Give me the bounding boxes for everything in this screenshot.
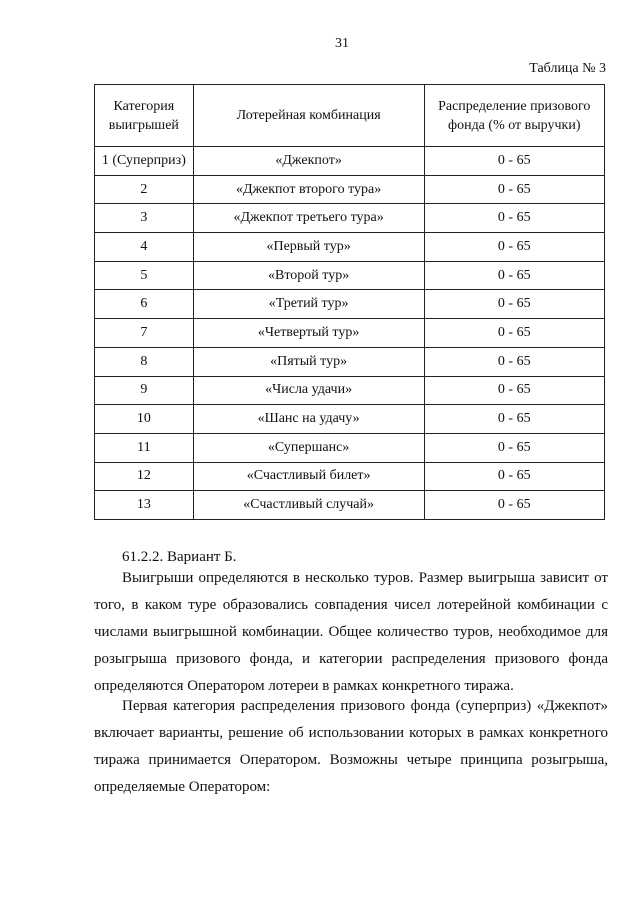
cell-combination: «Пятый тур» — [193, 347, 424, 376]
cell-combination: «Джекпот второго тура» — [193, 175, 424, 204]
cell-combination: «Третий тур» — [193, 290, 424, 319]
cell-distribution: 0 - 65 — [424, 433, 604, 462]
cell-combination: «Джекпот третьего тура» — [193, 204, 424, 233]
cell-distribution: 0 - 65 — [424, 204, 604, 233]
table-row — [95, 433, 605, 462]
table-row — [95, 462, 605, 491]
cell-category: 8 — [95, 347, 194, 376]
table-row — [95, 261, 605, 290]
cell-distribution: 0 - 65 — [424, 376, 604, 405]
header-category: Категория выигрышей — [95, 85, 194, 147]
cell-distribution: 0 - 65 — [424, 319, 604, 348]
cell-distribution: 0 - 65 — [424, 290, 604, 319]
cell-combination: «Супершанс» — [193, 433, 424, 462]
cell-category: 7 — [95, 319, 194, 348]
cell-category: 3 — [95, 204, 194, 233]
cell-category: 4 — [95, 233, 194, 262]
cell-distribution: 0 - 65 — [424, 147, 604, 176]
cell-distribution: 0 - 65 — [424, 175, 604, 204]
cell-category: 2 — [95, 175, 194, 204]
subsection-heading: 61.2.2. Вариант Б. — [122, 549, 237, 565]
cell-category: 6 — [95, 290, 194, 319]
paragraph-1-text: Выигрыши определяются в несколько туров. Размер выигрыша зависит от того, в каком туре образовались совпадения чисел лотерейной комбинации с числами выигрышной комбинации. Общее количество туров, необходимое для розыгрыша призового фонда, и категории распределения призового фонда определяются Оператором лотереи в рамках конкретного тиража. — [94, 570, 608, 694]
cell-combination: «Второй тур» — [193, 261, 424, 290]
paragraph-2 — [94, 693, 608, 801]
cell-combination: «Четвертый тур» — [193, 319, 424, 348]
header-combination: Лотерейная комбинация — [193, 85, 424, 147]
table-row — [95, 319, 605, 348]
cell-category: 11 — [95, 433, 194, 462]
paragraph-1 — [94, 565, 608, 700]
table-row — [95, 290, 605, 319]
table-row — [95, 233, 605, 262]
table-row — [95, 376, 605, 405]
cell-category: 13 — [95, 491, 194, 520]
page-number: 31 — [335, 36, 349, 51]
cell-combination: «Шанс на удачу» — [193, 405, 424, 434]
cell-category: 1 (Суперприз) — [95, 147, 194, 176]
cell-combination: «Числа удачи» — [193, 376, 424, 405]
header-distribution: Распределение призового фонда (% от выручки) — [424, 85, 604, 147]
table-caption: Таблица № 3 — [529, 61, 606, 76]
cell-distribution: 0 - 65 — [424, 261, 604, 290]
cell-category: 12 — [95, 462, 194, 491]
cell-combination: «Счастливый случай» — [193, 491, 424, 520]
table-row — [95, 347, 605, 376]
table-row — [95, 147, 605, 176]
cell-distribution: 0 - 65 — [424, 491, 604, 520]
cell-combination: «Первый тур» — [193, 233, 424, 262]
cell-distribution: 0 - 65 — [424, 405, 604, 434]
cell-category: 10 — [95, 405, 194, 434]
table-header-row — [95, 85, 605, 147]
table-row — [95, 491, 605, 520]
cell-category: 5 — [95, 261, 194, 290]
paragraph-2-text: Первая категория распределения призового фонда (суперприз) «Джекпот» включает варианты, решение об использовании которых в рамках конкретного тиража принимается Оператором. Возможны четыре принципа розыгрыша, определяемые Оператором: — [94, 698, 608, 795]
table-row — [95, 405, 605, 434]
table-row — [95, 204, 605, 233]
cell-distribution: 0 - 65 — [424, 462, 604, 491]
prize-distribution-table — [94, 84, 605, 520]
cell-distribution: 0 - 65 — [424, 233, 604, 262]
table-body — [95, 147, 605, 520]
table-row — [95, 175, 605, 204]
cell-combination: «Счастливый билет» — [193, 462, 424, 491]
cell-combination: «Джекпот» — [193, 147, 424, 176]
cell-distribution: 0 - 65 — [424, 347, 604, 376]
cell-category: 9 — [95, 376, 194, 405]
